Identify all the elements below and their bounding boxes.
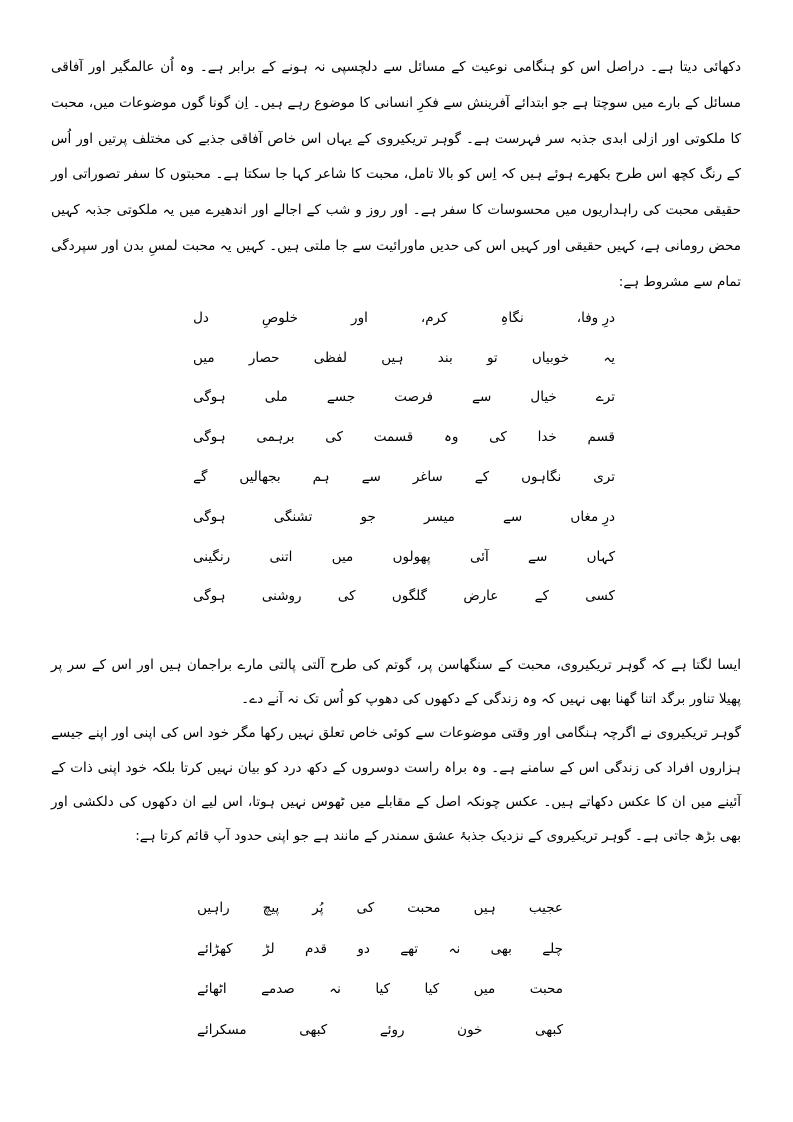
verse-word: دل bbox=[193, 309, 209, 326]
verse-word: قسمت bbox=[373, 429, 414, 446]
verse-word: ہوگی bbox=[193, 508, 226, 525]
verse-word: پھولوں bbox=[392, 548, 431, 565]
verse-line bbox=[193, 378, 615, 418]
verse-word: آئی bbox=[469, 548, 489, 565]
verse-word: سے bbox=[361, 469, 381, 486]
verse-word: کے bbox=[474, 469, 490, 486]
verse-word: کیا bbox=[375, 981, 391, 998]
verse-word: ہم bbox=[312, 469, 330, 486]
verse-word: قدم bbox=[305, 940, 327, 957]
verse-word: برہمی bbox=[256, 429, 295, 446]
verse-word: سے bbox=[472, 389, 492, 406]
verse-word: کی bbox=[337, 588, 356, 605]
verse-word: میں bbox=[473, 981, 496, 998]
verse-word: اٹھائے bbox=[197, 981, 227, 998]
verse-line bbox=[193, 497, 615, 537]
verse-word: ملی bbox=[264, 389, 288, 406]
verse-word: چلے bbox=[542, 940, 563, 957]
verse-word: تری bbox=[593, 469, 615, 486]
verse-line bbox=[197, 929, 563, 970]
verse-word: خدا bbox=[537, 429, 557, 446]
paragraph-gautam: ایسا لگتا ہے کہ گوہر تریکیروی، محبت کے سنگھاسن پر، گوتم کی طرح آلتی پالتی مارے براجمان ہیں اور اس کے سر پر پھیلا تناور برگد اتنا گھنا بھی نہیں کہ وہ زندگی کے دکھوں کی دھوپ کو اُس تک نہ آنے دے۔ bbox=[51, 657, 741, 708]
verse-word: عجیب bbox=[528, 900, 563, 917]
poem-2 bbox=[197, 888, 563, 1050]
verse-word: پُر bbox=[312, 900, 324, 917]
verse-word: حصار bbox=[248, 349, 280, 366]
verse-word: لڑ bbox=[263, 940, 275, 957]
verse-line bbox=[197, 969, 563, 1010]
verse-word: کی bbox=[325, 429, 343, 446]
verse-word: جو bbox=[360, 508, 376, 525]
verse-word: میسر bbox=[424, 508, 455, 525]
verse-word: خوبیاں bbox=[531, 349, 570, 366]
verse-word: مسکرائے bbox=[197, 1021, 247, 1038]
verse-word: نہ bbox=[329, 981, 341, 998]
verse-word: کسی bbox=[585, 588, 615, 605]
verse-word: کے bbox=[534, 588, 549, 605]
verse-word: کیا bbox=[424, 981, 440, 998]
verse-word: ساغر bbox=[412, 469, 443, 486]
verse-word: کبھی bbox=[299, 1021, 328, 1038]
verse-word: کرم، bbox=[420, 309, 448, 326]
paragraph-second bbox=[51, 648, 741, 853]
verse-line bbox=[193, 577, 615, 617]
verse-word: خون bbox=[457, 1021, 483, 1038]
verse-word: تشنگی bbox=[273, 508, 313, 525]
verse-word: بھی bbox=[490, 940, 512, 957]
verse-word: سے bbox=[503, 508, 523, 525]
paragraph-reflection: گوہر تریکیروی نے اگرچہ ہنگامی اور وقتی موضوعات سے کوئی خاص تعلق نہیں رکھا مگر خود اس کی اپنی اور اپنے جیسے ہزاروں افراد کی زندگی اس کے سامنے ہے۔ وہ براہ راست دوسروں کے دکھ درد کو بیان نہیں کرتا بلکہ خود اپنی ذات کے آئینے میں ان کا عکس دکھاتے ہیں۔ عکس چونکہ اصل کے مقابلے میں ٹھوس نہیں ہوتا، اس لیے ان دکھوں کی دلکشی اور بھی بڑھ جاتی ہے۔ گوہر تریکیروی کے نزدیک جذبۂ عشق سمندر کے مانند ہے جو اپنی حدود آپ قائم کرتا ہے: bbox=[51, 725, 741, 845]
verse-word: ہوگی bbox=[193, 588, 226, 605]
verse-word: فرصت bbox=[394, 389, 433, 406]
verse-word: عارض bbox=[463, 588, 499, 605]
verse-word: درِ مغاں bbox=[570, 508, 615, 525]
verse-word: ہیں bbox=[381, 349, 404, 366]
verse-word: پیچ bbox=[262, 900, 280, 917]
verse-word: میں bbox=[331, 548, 354, 565]
verse-word: ترے bbox=[595, 389, 615, 406]
verse-word: گلگوں bbox=[391, 588, 428, 605]
verse-word: گے bbox=[193, 469, 208, 486]
verse-word: دو bbox=[357, 940, 370, 957]
verse-word: اتنی bbox=[269, 548, 293, 565]
verse-word: روشنی bbox=[261, 588, 302, 605]
verse-word: نہ bbox=[448, 940, 461, 957]
verse-word: قسم bbox=[587, 429, 615, 446]
verse-line bbox=[193, 338, 615, 378]
verse-word: میں bbox=[193, 349, 215, 366]
verse-word: درِ وفا، bbox=[576, 309, 615, 326]
verse-word: ہوگی bbox=[193, 389, 226, 406]
verse-line bbox=[197, 888, 563, 929]
verse-word: کی bbox=[489, 429, 507, 446]
poem-1 bbox=[193, 298, 615, 616]
verse-word: کہاں bbox=[586, 548, 615, 565]
verse-word: کھڑائے bbox=[197, 940, 233, 957]
verse-word: تو bbox=[486, 349, 498, 366]
verse-word: یہ bbox=[603, 349, 615, 366]
verse-line bbox=[193, 417, 615, 457]
verse-word: نگاہِ bbox=[500, 309, 524, 326]
verse-word: لفظی bbox=[313, 349, 348, 366]
verse-word: ہوگی bbox=[193, 429, 226, 446]
verse-line bbox=[193, 537, 615, 577]
verse-word: محبت bbox=[407, 900, 441, 917]
verse-word: وہ bbox=[444, 429, 459, 446]
verse-word: روئے bbox=[379, 1021, 405, 1038]
paragraph-intro: دکھائی دیتا ہے۔ دراصل اس کو ہنگامی نوعیت کے مسائل سے دلچسپی نہ ہونے کے برابر ہے۔ وہ اُن عالمگیر اور آفاقی مسائل کے بارے میں سوچتا ہے جو ابتدائے آفرینش سے فکرِ انسانی کا موضوع رہے ہیں۔ اِن گونا گوں موضوعات میں، محبت کا ملکوتی اور ازلی ابدی جذبہ سر فہرست ہے۔ گوہر تریکیروی کے یہاں اس خاص آفاقی جذبے کی مختلف پرتیں اور اُس کے رنگ کچھ اس طرح بکھرے ہوئے ہیں کہ اِس کو بالا تامل، محبت کا شاعر کہا جا سکتا ہے۔ محبتوں کا سفر تصوراتی اور حقیقی محبت کی راہداریوں میں محسوسات کا سفر ہے۔ اور روز و شب کے اجالے اور اندھیرے میں یہ ملکوتی جذبہ کہیں محض رومانی ہے، کہیں حقیقی اور کہیں اس کی حدیں ماورائیت سے جا ملتی ہیں۔ کہیں یہ محبت لمسِ بدن اور سپردگی تمام سے مشروط ہے: bbox=[51, 59, 741, 290]
verse-word: خلوصِ bbox=[261, 309, 299, 326]
verse-word: خیال bbox=[530, 389, 557, 406]
verse-word: نگاہوں bbox=[521, 469, 562, 486]
verse-word: اور bbox=[351, 309, 368, 326]
verse-word: بجھالیں bbox=[239, 469, 281, 486]
verse-word: سے bbox=[528, 548, 548, 565]
verse-word: کی bbox=[356, 900, 375, 917]
verse-word: کبھی bbox=[535, 1021, 563, 1038]
verse-word: محبت bbox=[529, 981, 563, 998]
verse-word: تھے bbox=[400, 940, 419, 957]
verse-line bbox=[193, 298, 615, 338]
verse-word: بند bbox=[437, 349, 453, 366]
verse-word: راہیں bbox=[197, 900, 230, 917]
verse-word: صدمے bbox=[261, 981, 295, 998]
verse-word: رنگینی bbox=[193, 548, 231, 565]
verse-word: جسے bbox=[326, 389, 356, 406]
verse-word: ہیں bbox=[473, 900, 496, 917]
verse-line bbox=[197, 1010, 563, 1051]
verse-line bbox=[193, 457, 615, 497]
